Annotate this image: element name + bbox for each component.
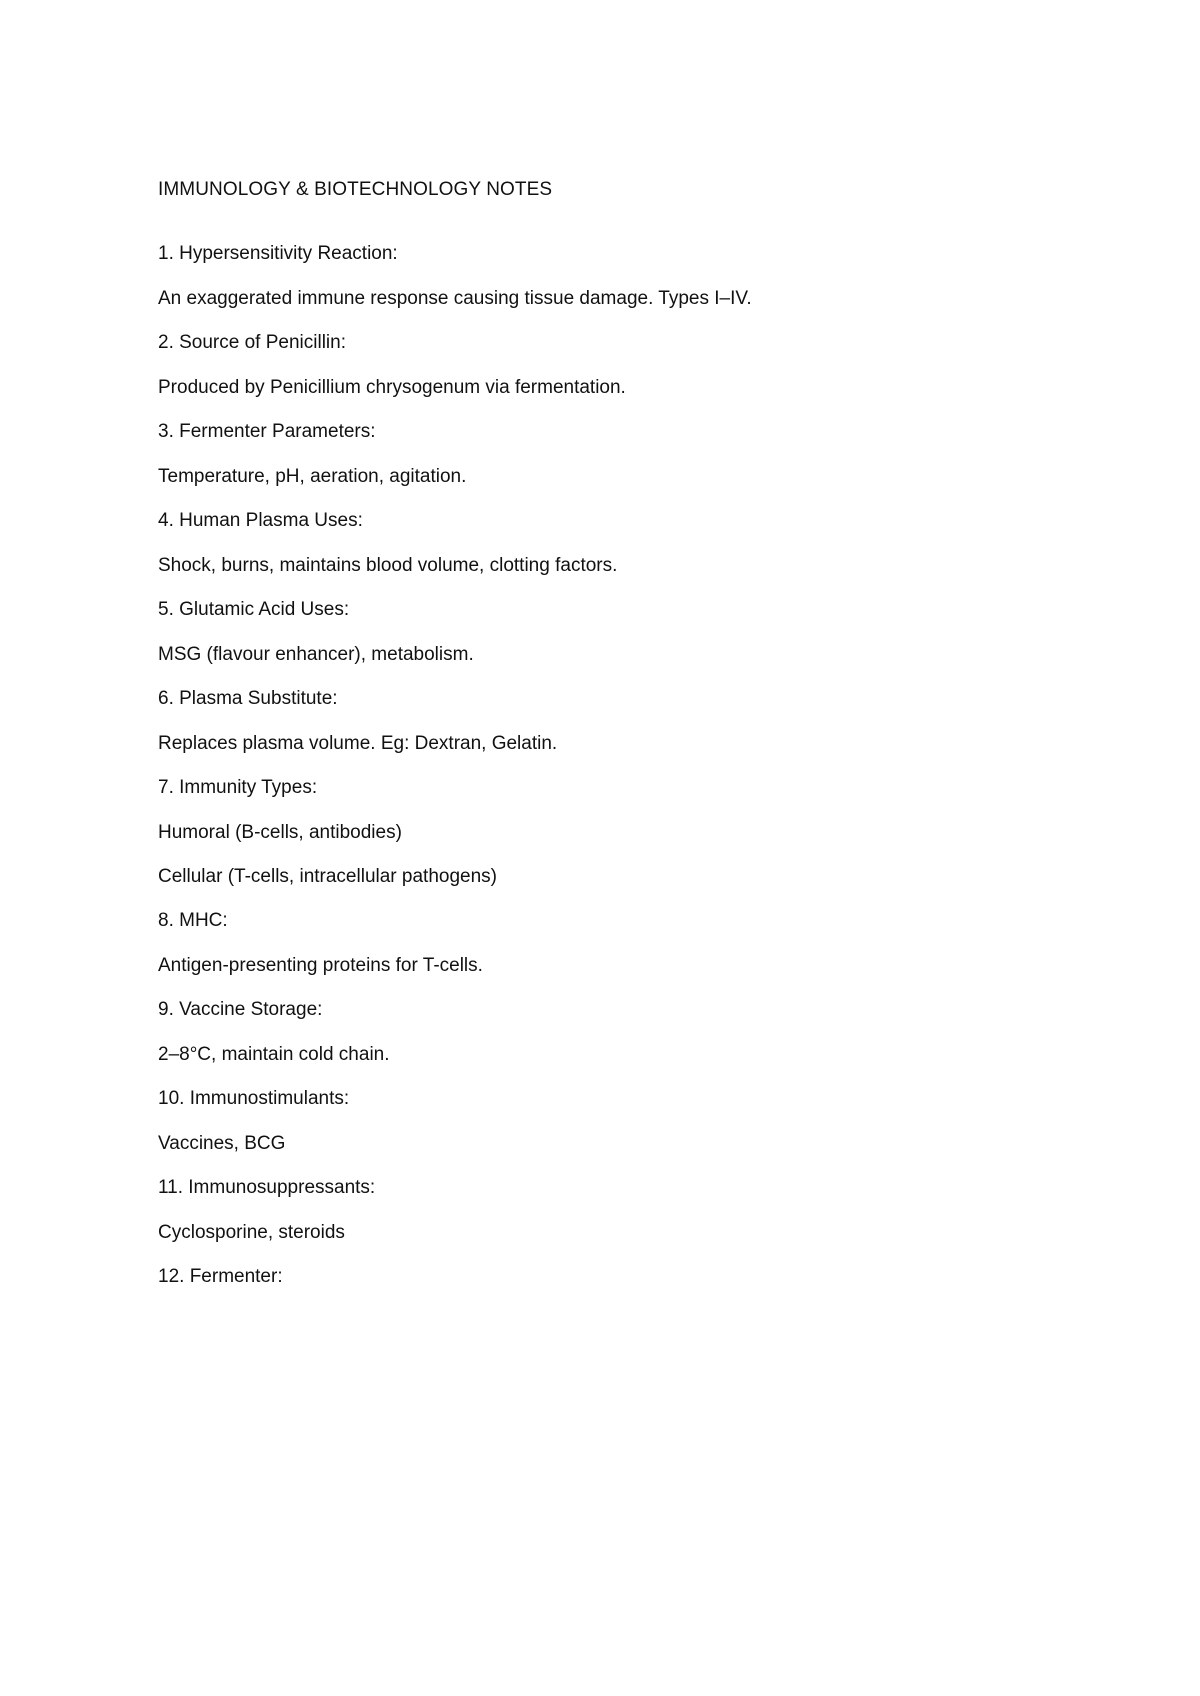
section-heading: 6. Plasma Substitute: [158, 688, 338, 709]
section-heading: 5. Glutamic Acid Uses: [158, 599, 350, 620]
section-text: Temperature, pH, aeration, agitation. [158, 466, 467, 487]
notes-sections [158, 242, 1098, 1289]
section-text: Vaccines, BCG [158, 1133, 286, 1154]
document-content [158, 178, 1098, 1310]
note-section [158, 776, 1098, 889]
section-heading: 4. Human Plasma Uses: [158, 510, 363, 531]
note-section [158, 1265, 1098, 1289]
note-section [158, 509, 1098, 578]
section-text: Cyclosporine, steroids [158, 1222, 345, 1243]
note-section [158, 420, 1098, 489]
section-heading: 7. Immunity Types: [158, 777, 318, 798]
note-section [158, 598, 1098, 667]
section-heading: 3. Fermenter Parameters: [158, 421, 376, 442]
note-section [158, 1087, 1098, 1156]
section-heading: 12. Fermenter: [158, 1266, 283, 1287]
section-text: 2–8°C, maintain cold chain. [158, 1044, 390, 1065]
document-title: IMMUNOLOGY & BIOTECHNOLOGY NOTES [158, 179, 553, 200]
section-heading: 9. Vaccine Storage: [158, 999, 323, 1020]
section-text: Replaces plasma volume. Eg: Dextran, Gelatin. [158, 733, 558, 754]
section-text: An exaggerated immune response causing tissue damage. Types I–IV. [158, 288, 752, 309]
section-text: Cellular (T-cells, intracellular pathogens) [158, 866, 497, 887]
note-section [158, 909, 1098, 978]
section-text: Shock, burns, maintains blood volume, clotting factors. [158, 555, 618, 576]
note-section [158, 998, 1098, 1067]
section-heading: 8. MHC: [158, 910, 228, 931]
section-text: MSG (flavour enhancer), metabolism. [158, 644, 474, 665]
section-heading: 10. Immunostimulants: [158, 1088, 350, 1109]
note-section [158, 687, 1098, 756]
note-section [158, 1176, 1098, 1245]
section-heading: 11. Immunosuppressants: [158, 1177, 376, 1198]
note-section [158, 242, 1098, 311]
section-text: Antigen-presenting proteins for T-cells. [158, 955, 483, 976]
section-heading: 2. Source of Penicillin: [158, 332, 346, 353]
section-text: Produced by Penicillium chrysogenum via fermentation. [158, 377, 626, 398]
note-section [158, 331, 1098, 400]
section-text: Humoral (B-cells, antibodies) [158, 822, 402, 843]
section-heading: 1. Hypersensitivity Reaction: [158, 243, 398, 264]
